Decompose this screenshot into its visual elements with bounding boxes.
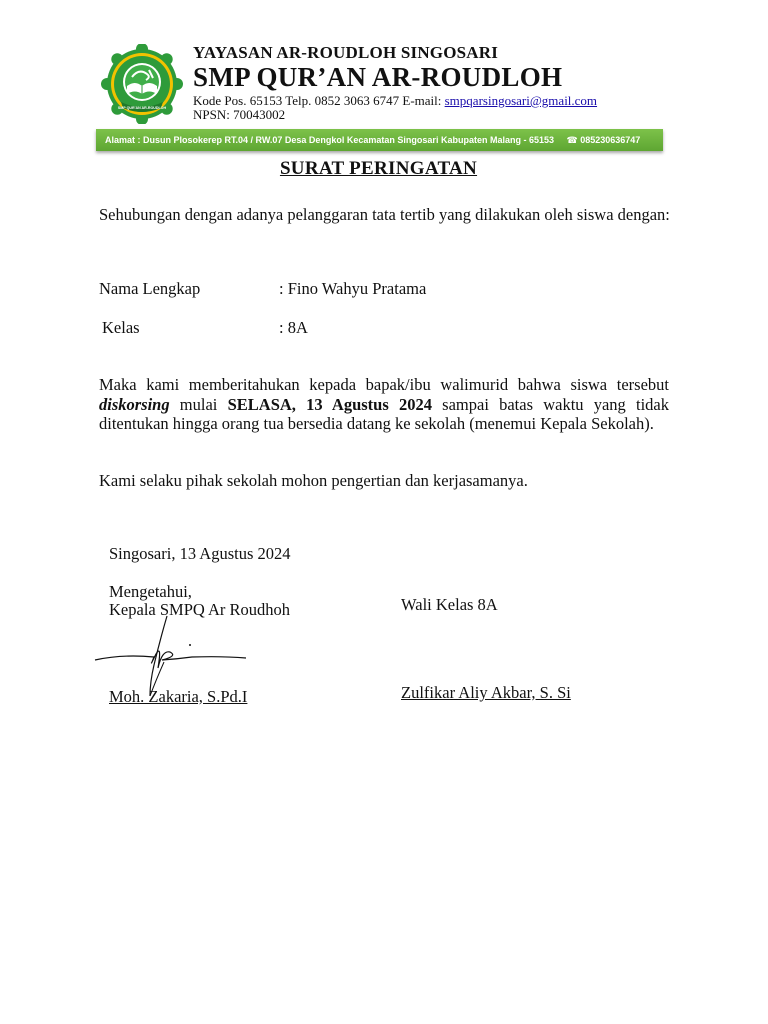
notice-paragraph — [99, 375, 669, 434]
letter-title: SURAT PERINGATAN — [279, 158, 478, 179]
closing-paragraph: Kami selaku pihak sekolah mohon pengertian dan kerjasamanya. — [99, 471, 528, 490]
intro-paragraph: Sehubungan dengan adanya pelanggaran tata tertib yang dilakukan oleh siswa dengan: — [99, 205, 670, 224]
logo-caption: SMP QUR'AN AR-ROUDLOH — [117, 106, 167, 110]
name-value: : Fino Wahyu Pratama — [279, 279, 427, 298]
email-link[interactable]: smpqarsingosari@gmail.com — [444, 93, 598, 108]
foundation-name: YAYASAN AR-ROUDLOH SINGOSARI — [193, 43, 499, 62]
homeroom-title: Wali Kelas 8A — [401, 595, 498, 614]
notice-text-1: Maka kami memberitahukan kepada bapak/ibu walimurid bahwa siswa tersebut — [99, 375, 669, 394]
school-logo — [99, 44, 185, 124]
notice-text-2: mulai — [169, 394, 228, 414]
address-phone: ☎ 085230636747 — [566, 135, 641, 145]
npsn: NPSN: 70043002 — [193, 107, 286, 122]
contact-text: Kode Pos. 65153 Telp. 0852 3063 6747 E-mail: — [193, 93, 445, 108]
acknowledged-label: Mengetahui, — [109, 582, 192, 601]
principal-title: Kepala SMPQ Ar Roudhoh — [109, 600, 291, 619]
class-label: Kelas — [102, 318, 140, 337]
principal-name: Moh. Zakaria, S.Pd.I — [109, 687, 248, 706]
school-name: SMP QUR’AN AR-ROUDLOH — [193, 62, 563, 92]
place-date: Singosari, 13 Agustus 2024 — [109, 544, 291, 563]
suspension-word: diskorsing — [99, 394, 170, 414]
name-label: Nama Lengkap — [99, 279, 201, 298]
class-value: : 8A — [279, 318, 308, 337]
address-bar — [96, 129, 663, 151]
notice-text-3: sampai batas waktu yang tidak ditentukan hingga orang tua bersedia datang ke sekolah (menemui Kepala Sekolah). — [99, 394, 670, 433]
address-text: Alamat : Dusun Plosokerep RT.04 / RW.07 Desa Dengkol Kecamatan Singosari Kabupaten Malang - 65153 — [105, 135, 554, 145]
homeroom-name: Zulfikar Aliy Akbar, S. Si — [401, 683, 571, 702]
suspension-date: SELASA, 13 Agustus 2024 — [227, 394, 432, 414]
